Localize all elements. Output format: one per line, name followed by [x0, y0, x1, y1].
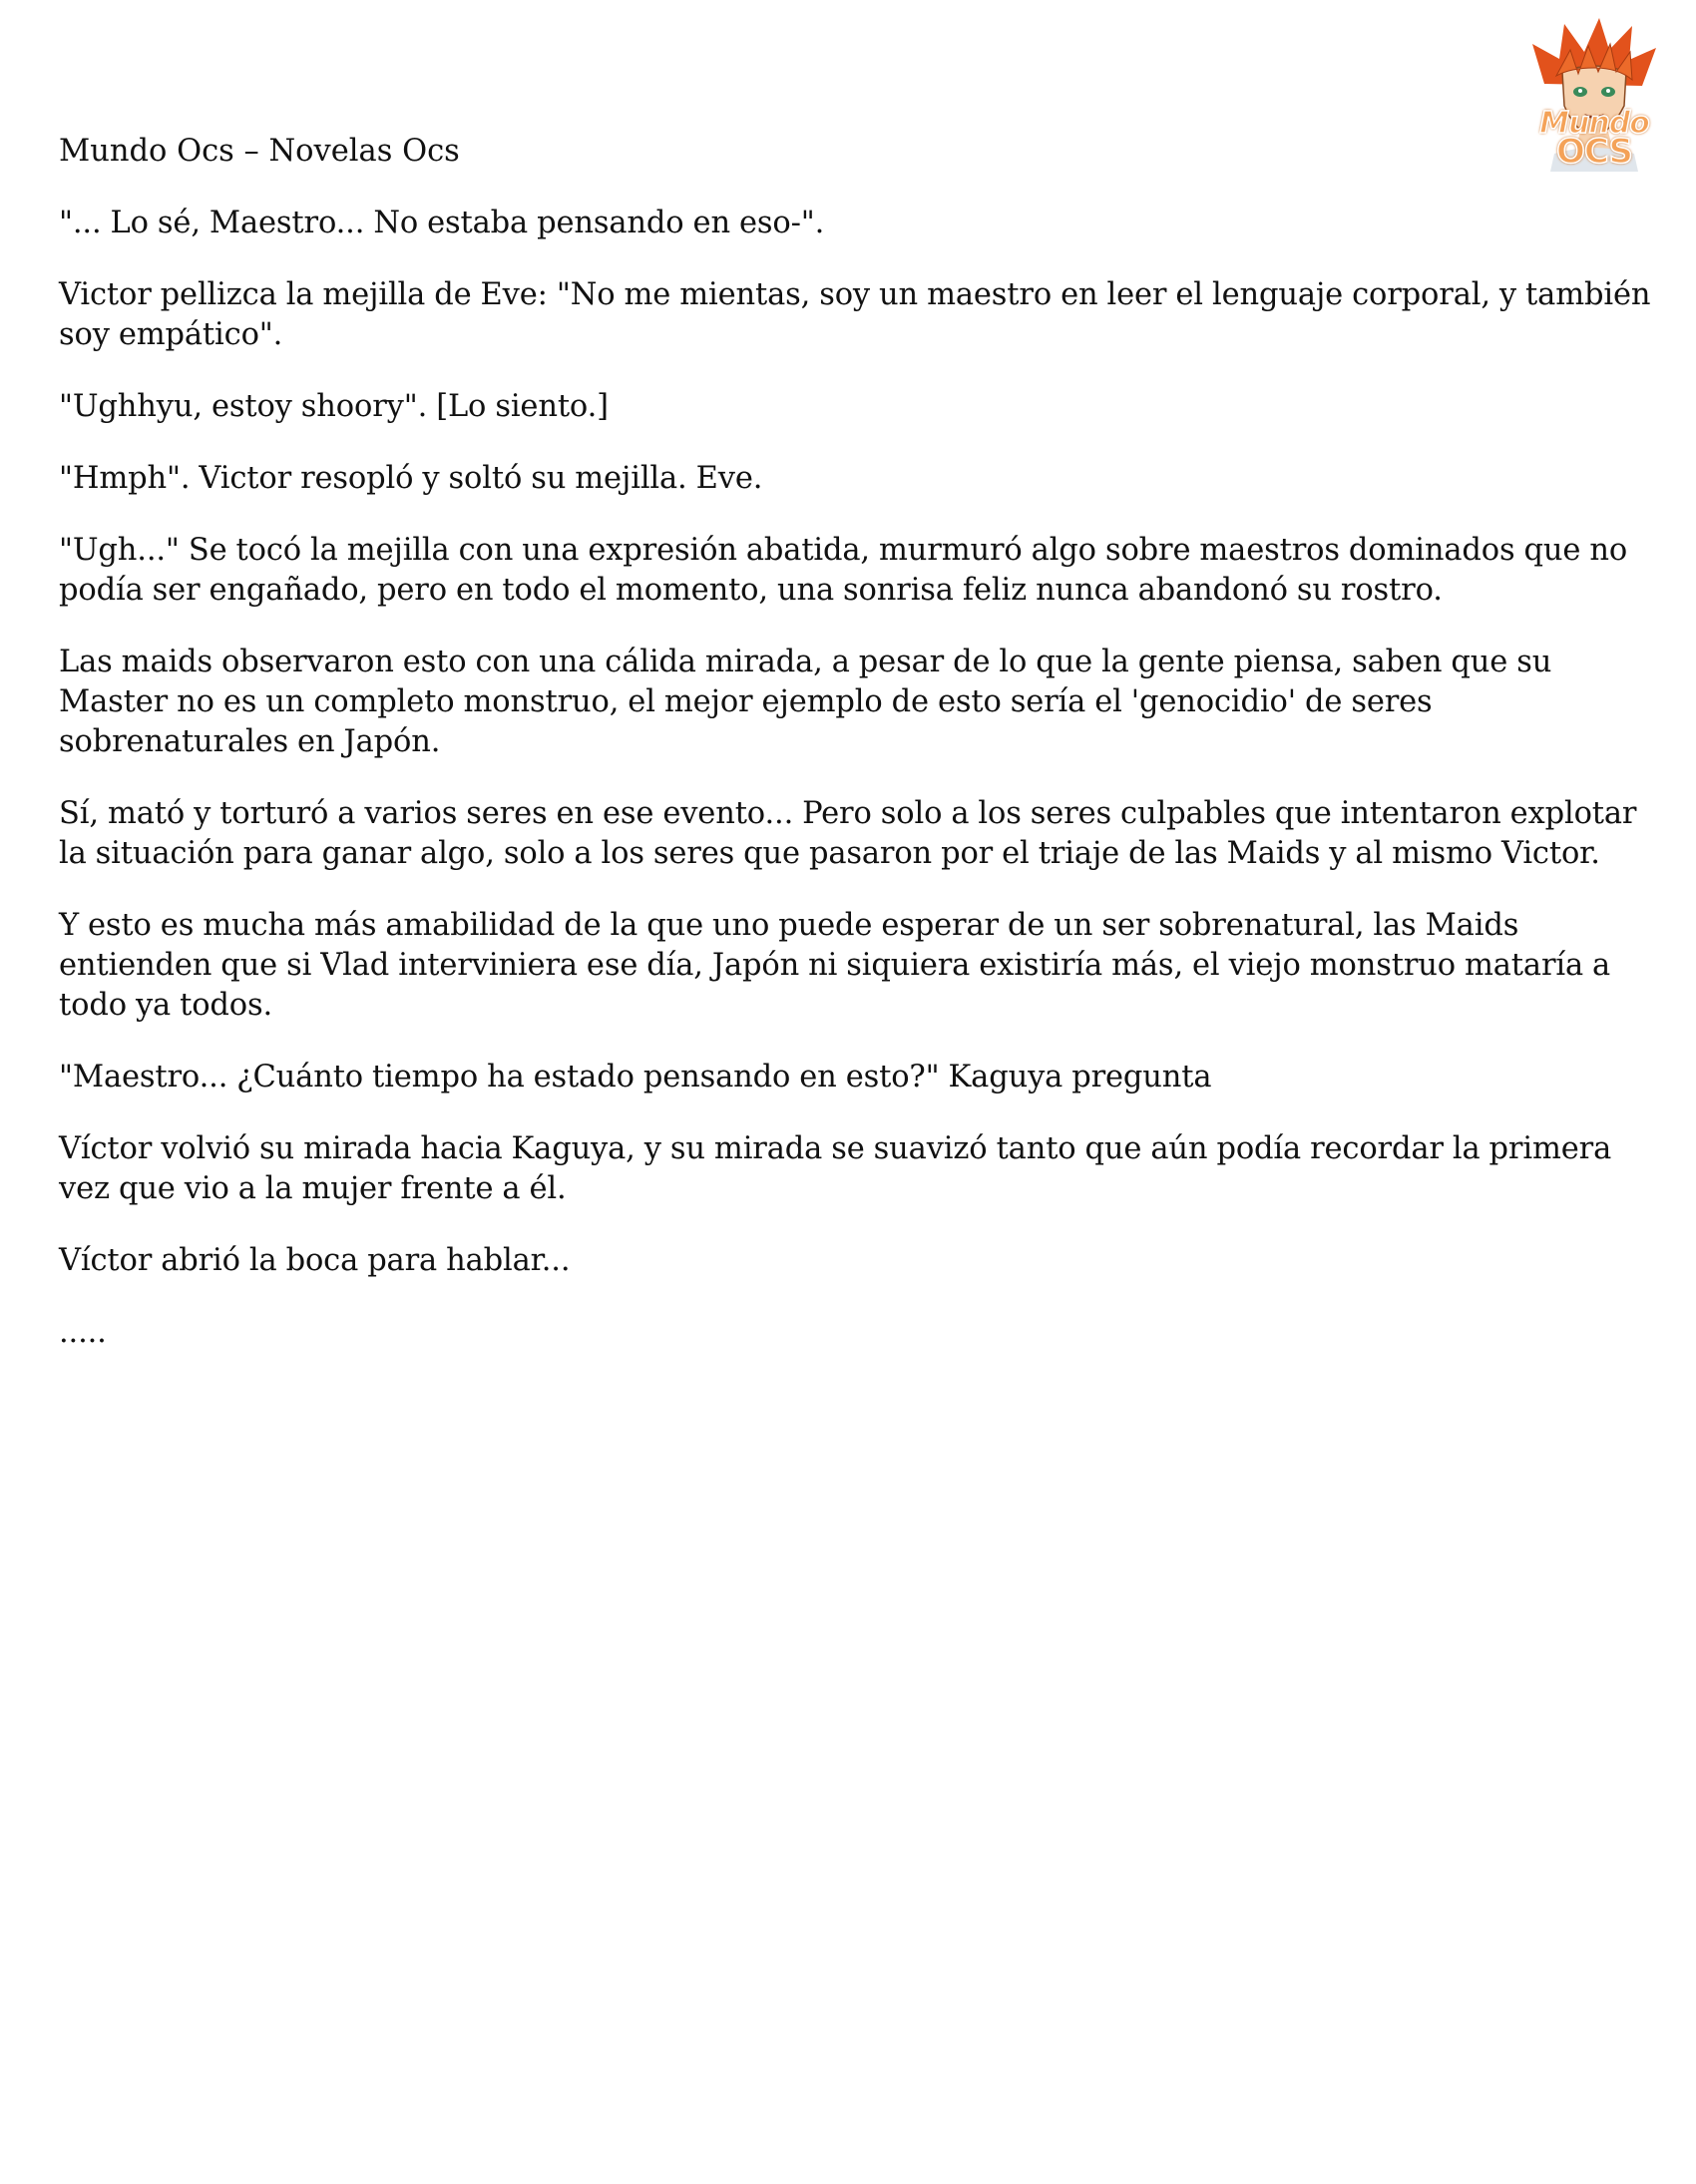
paragraph: Y esto es mucha más amabilidad de la que uno puede esperar de un ser sobrenatural, las Maids entienden que si Vlad interviniera ese día, Japón ni siquiera existiría más, el viejo monstruo mataría a todo ya todos.	[59, 908, 1611, 1023]
paragraph: "Maestro... ¿Cuánto tiempo ha estado pensando en esto?" Kaguya pregunta	[59, 1060, 1212, 1094]
paragraph: "Hmph". Victor resopló y soltó su mejilla. Eve.	[59, 461, 763, 496]
document-header: Mundo Ocs – Novelas Ocs	[59, 134, 460, 169]
paragraph: "Ugh..." Se tocó la mejilla con una expresión abatida, murmuró algo sobre maestros dominados que no podía ser engañado, pero en todo el momento, una sonrisa feliz nunca abandonó su rostro.	[59, 533, 1628, 608]
paragraph: Las maids observaron esto con una cálida mirada, a pesar de lo que la gente piensa, saben que su Master no es un completo monstruo, el mejor ejemplo de esto sería el 'genocidio' de seres sobrenaturales en Japón.	[59, 645, 1552, 759]
logo-text-mundo: Mundo	[1539, 106, 1649, 141]
ellipsis-separator: .....	[59, 1315, 107, 1350]
paragraph: Victor pellizca la mejilla de Eve: "No me mientas, soy un maestro en leer el lenguaje corporal, y también soy empático".	[59, 277, 1651, 352]
paragraph: Víctor volvió su mirada hacia Kaguya, y su mirada se suavizó tanto que aún podía recordar la primera vez que vio a la mujer frente a él.	[59, 1131, 1612, 1206]
logo-text-ocs: OCS	[1556, 132, 1632, 172]
paragraph: "... Lo sé, Maestro... No estaba pensando en eso-".	[59, 206, 825, 240]
paragraph: "Ughhyu, estoy shoory". [Lo siento.]	[59, 389, 609, 424]
paragraph: Sí, mató y torturó a varios seres en ese evento... Pero solo a los seres culpables que intentaron explotar la situación para ganar algo, solo a los seres que pasaron por el triaje de las Maids y al mismo Victor.	[59, 796, 1637, 871]
document-body	[59, 132, 1655, 1385]
paragraph: Víctor abrió la boca para hablar...	[59, 1243, 571, 1278]
